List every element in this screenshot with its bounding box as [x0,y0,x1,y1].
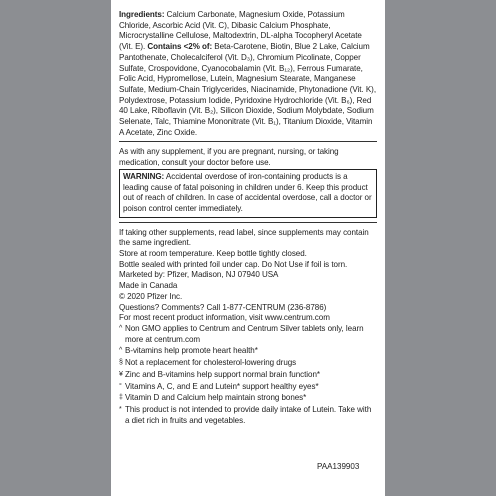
left-gray-margin [0,0,111,496]
ingredients-part1: Calcium Carbonate, Magnesium Oxide, Potassium Chloride, Ascorbic Acid (Vit. C), Dibasic Calcium Phosphate, Microcrystalline Cellulose, Maltodextrin, DL-alpha Tocopheryl Acetate (Vit. E). [119,10,362,52]
footnote-text: Zinc and B-vitamins help support normal brain function* [125,369,320,379]
ingredients-part2: Beta-Carotene, Biotin, Blue 2 Lake, Calcium Pantothenate, Cholecalciferol (Vit. D₃), Chromium Picolinate, Copper Sulfate, Crospovidone, Cyanocobalamin (Vit. B₁₂), Ferrous Fumarate, Folic Acid, Hypromellose, Lutein, Magnesium Stearate, Manganese Sulfate, Medium-Chain Triglycerides, Niacinamide, Phytonadione (Vit. K), Polydextrose, Potassium Iodide, Pyridoxine Hydrochloride (Vit. B₆), Red 40 Lake, Riboflavin (Vit. B₂), Silicon Dioxide, Sodium Molybdate, Sodium Selenate, Talc, Thiamine Mononitrate (Vit. B₁), Titanium Dioxide, Vitamin A Acetate, Zinc Oxide. [119,42,377,137]
footnote-mark: ¥ [119,370,123,378]
footnotes [119,324,377,426]
contains-label: Contains <2% of: [147,42,213,52]
footnote-mark: ^ [119,347,123,355]
label-panel [111,0,385,496]
footnote-item [119,393,377,404]
footnote-item [119,358,377,369]
footnote-item [119,346,377,357]
footnote-item [119,324,377,345]
questions-contact: Questions? Comments? Call 1-877-CENTRUM (236-8786) [119,302,327,312]
footnote-mark: ^ [119,324,123,332]
recent-info: For most recent product information, visit www.centrum.com [119,313,330,323]
footnote-item [119,382,377,393]
footnote-text: This product is not intended to provide daily intake of Lutein. Take with a diet rich in fruits and vegetables. [125,404,372,425]
footnote-item [119,370,377,381]
made-in: Made in Canada [119,281,178,291]
right-gray-margin [385,0,496,496]
footnote-text: Vitamins A, C, and E and Lutein* support healthy eyes* [125,381,319,391]
seal-note: Bottle sealed with printed foil under cap. Do Not Use if foil is torn. [119,259,348,269]
footnote-mark: * [119,405,122,413]
footnote-text: Non GMO applies to Centrum and Centrum Silver tablets only, learn more at centrum.com [125,323,364,344]
warning-text: Accidental overdose of iron-containing products is a leading cause of fatal poisoning in children under 6. Keep this product out of reach of children. In case of accidental overdose, call a doctor or poison control center immediately. [123,171,372,213]
label-text-column [119,10,377,427]
footnote-mark: § [119,359,123,367]
product-code: PAA139903 [317,462,360,471]
footnote-text: Not a replacement for cholesterol-lowering drugs [125,358,297,368]
divider-top [119,141,377,142]
footnote-mark: ° [119,382,122,390]
warning-label: WARNING: [123,171,165,181]
footnote-text: Vitamin D and Calcium help maintain strong bones* [125,393,307,403]
storage-note: Store at room temperature. Keep bottle tightly closed. [119,249,307,259]
divider-middle [119,222,377,223]
supplement-advice: As with any supplement, if you are pregnant, nursing, or taking medication, consult your doctor before use. [119,147,339,168]
footnote-mark: ‡ [119,394,123,402]
marketed-by: Marketed by: Pfizer, Madison, NJ 07940 USA [119,270,279,280]
footnote-text: B-vitamins help promote heart health* [125,346,258,356]
ingredients-paragraph [119,10,377,138]
other-supplements-note: If taking other supplements, read label, since supplements may contain the same ingredient. [119,227,369,248]
copyright: © 2020 Pfizer Inc. [119,291,183,301]
footnote-item [119,405,377,426]
warning-box [119,169,377,218]
ingredients-heading: Ingredients: [119,10,165,19]
